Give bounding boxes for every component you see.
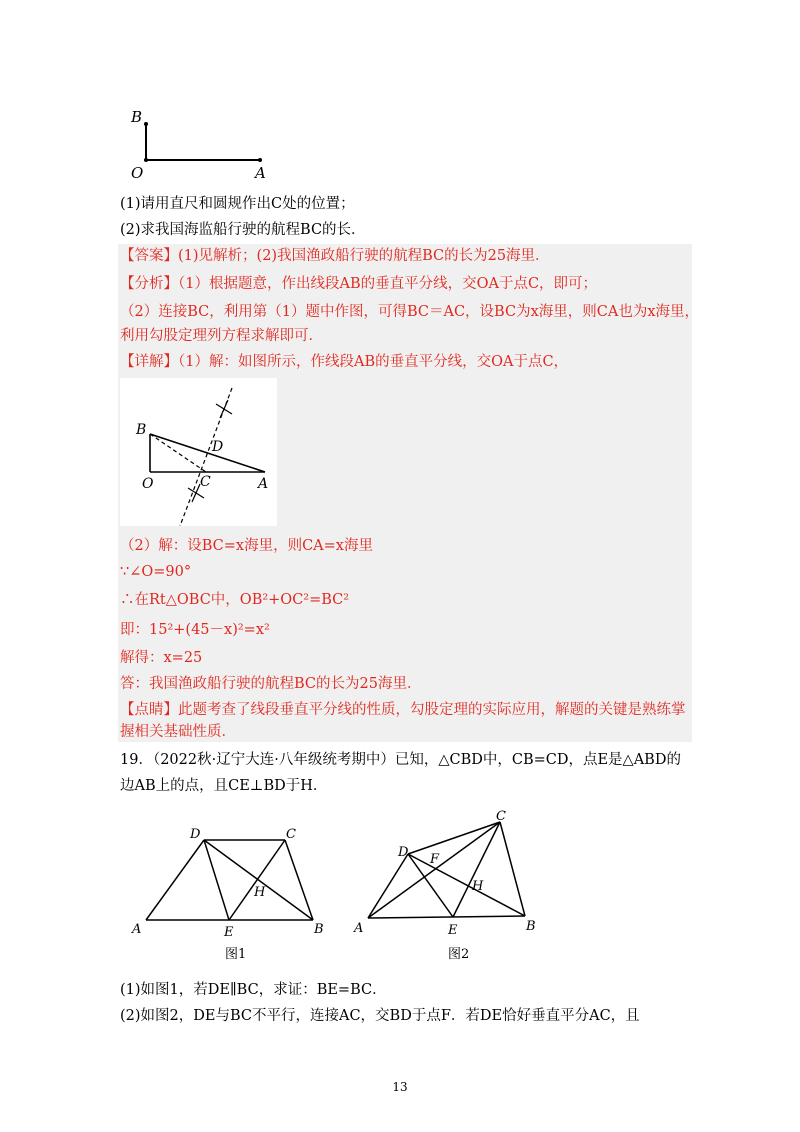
label-e: E bbox=[224, 925, 234, 940]
analysis-line-2: （2）连接BC，利用第（1）题中作图，可得BC＝AC，设BC为x海里，则CA也为x海里， bbox=[120, 304, 699, 320]
answer-line: 【答案】(1)见解析；(2)我国渔政船行驶的航程BC的长为25海里． bbox=[120, 248, 550, 264]
comment-line-1: 【点睛】此题考查了线段垂直平分线的性质，勾股定理的实际应用，解题的关键是熟练掌 bbox=[120, 702, 686, 718]
figure-2 bbox=[350, 806, 550, 970]
solution-line-6: 答：我国渔政船行驶的航程BC的长为25海里． bbox=[120, 676, 422, 692]
figure-bisector bbox=[120, 378, 277, 526]
label-a: A bbox=[255, 164, 266, 182]
solution-line-1: （2）解：设BC=x海里，则CA=x海里 bbox=[120, 538, 373, 554]
label-d: D bbox=[212, 439, 224, 455]
label-h: H bbox=[472, 879, 484, 894]
label-e: E bbox=[448, 923, 458, 938]
figure-boa bbox=[125, 100, 275, 185]
label-d: D bbox=[398, 845, 409, 860]
problem-19-question-1: (1)如图1，若DE∥BC，求证：BE=BC． bbox=[120, 982, 387, 998]
label-c: C bbox=[496, 809, 506, 824]
label-o: O bbox=[131, 164, 144, 182]
label-d: D bbox=[190, 827, 201, 842]
comment-line-2: 握相关基础性质． bbox=[120, 724, 236, 740]
label-a: A bbox=[258, 476, 269, 492]
solution-line-4: 即：15²+(45－x)²=x² bbox=[120, 622, 270, 638]
label-a: A bbox=[354, 921, 364, 936]
label-b: B bbox=[131, 108, 143, 126]
problem-19-line-2: 边AB上的点，且CE⊥BD于H． bbox=[120, 778, 328, 794]
problem-19-line-1: 19．（2022秋·辽宁大连·八年级统考期中）已知，△CBD中，CB=CD，点E是△ABD的 bbox=[120, 752, 681, 768]
label-b: B bbox=[136, 422, 147, 438]
figure-2-caption: 图2 bbox=[448, 947, 470, 962]
label-f: F bbox=[430, 852, 440, 867]
question-2: (2)求我国海监船行驶的航程BC的长． bbox=[120, 222, 366, 238]
page-number: 13 bbox=[392, 1080, 408, 1094]
label-c: C bbox=[286, 827, 296, 842]
label-a: A bbox=[132, 922, 142, 937]
solution-line-5: 解得：x=25 bbox=[120, 650, 203, 666]
label-o: O bbox=[142, 476, 154, 492]
label-c: C bbox=[200, 474, 211, 490]
question-1: (1)请用直尺和圆规作出C处的位置； bbox=[120, 196, 355, 212]
solution-line-3: ∴在Rt△OBC中，OB²+OC²=BC² bbox=[120, 592, 350, 608]
solution-line-2: ∵∠O=90° bbox=[120, 564, 192, 580]
analysis-line-3: 利用勾股定理列方程求解即可． bbox=[120, 328, 323, 344]
detail-line-1: 【详解】（1）解：如图所示，作线段AB的垂直平分线，交OA于点C， bbox=[120, 354, 569, 370]
label-b: B bbox=[526, 919, 536, 934]
figure-1-caption: 图1 bbox=[225, 947, 247, 962]
label-b: B bbox=[314, 922, 324, 937]
analysis-line-1: 【分析】（1）根据题意，作出线段AB的垂直平分线，交OA于点C，即可； bbox=[120, 276, 598, 292]
label-h: H bbox=[254, 885, 266, 900]
problem-19-question-2: (2)如图2，DE与BC不平行，连接AC，交BD于点F．若DE恰好垂直平分AC，且 bbox=[120, 1008, 640, 1024]
figure-1 bbox=[128, 820, 338, 970]
